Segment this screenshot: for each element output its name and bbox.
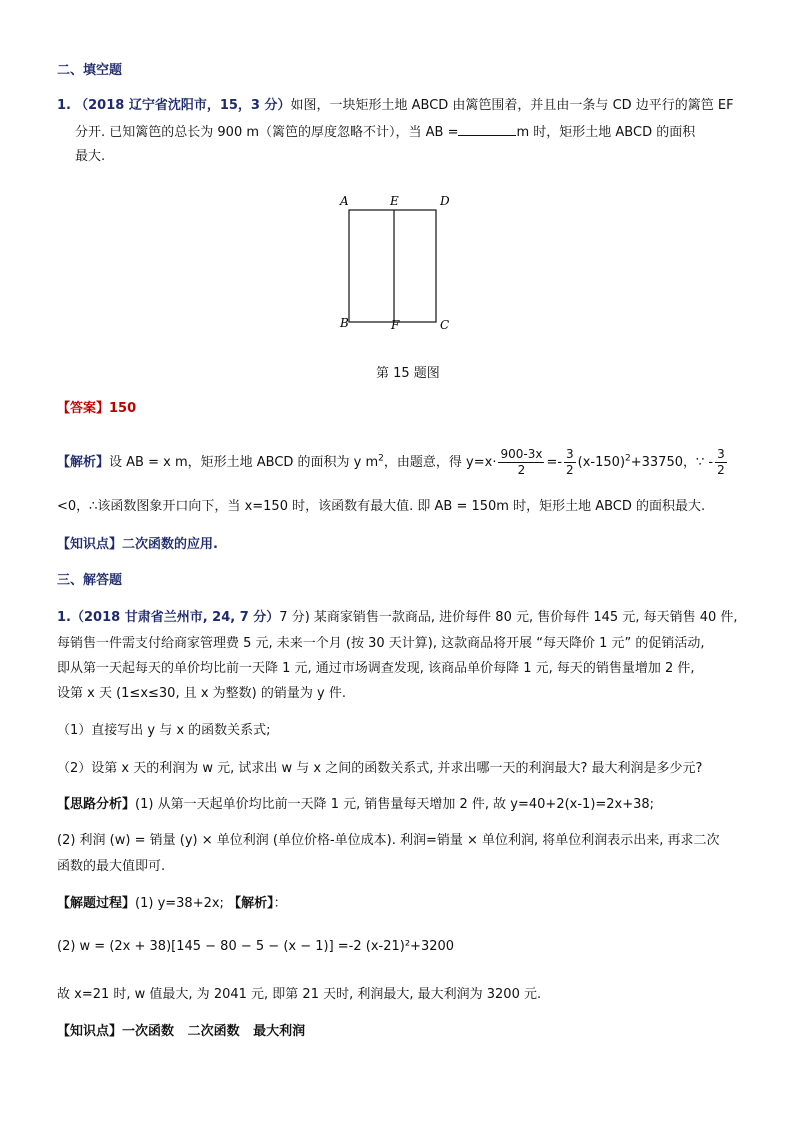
q1-text-line2a: 分开. 已知篱笆的总长为 900 m（篱笆的厚度忽略不计），当 AB =	[75, 125, 459, 140]
fraction-3	[715, 447, 727, 478]
s3-q1-text-line1: 7 分) 某商家销售一款商品, 进价每件 80 元, 售价每件 145 元, 每天销售 40 件,	[279, 610, 738, 625]
solution-text-line1: (1) y=38+2x;	[135, 896, 229, 911]
s3-q1-text-line2: 每销售一件需支付给商家管理费 5 元, 未来一个月 (按 30 天计算), 这款商品将开展 “每天降价 1 元” 的促销活动,	[57, 636, 705, 651]
analysis-text-e: +33750，∵ -	[630, 455, 714, 470]
solution-tag: 【解题过程】	[57, 896, 136, 911]
analysis-sup-2: 2	[625, 453, 631, 464]
kp2-value: 一次函数 二次函数 最大利润	[122, 1024, 306, 1039]
fraction-1-den: 2	[517, 463, 526, 477]
rectangle-figure	[330, 190, 470, 340]
solution-text-line2: (2) w = (2x + 38)[145 − 80 − 5 − (x − 1)] =-2 (x-21)²+3200	[57, 939, 455, 954]
s3-q1-text-line3: 即从第一天起每天的单价均比前一天降 1 元, 通过市场调查发现, 该商品单价每降 1 元, 每天的销售量增加 2 件,	[57, 661, 695, 676]
thinking-text-line3: 函数的最大值即可.	[57, 859, 166, 874]
figure-caption: 第 15 题图	[376, 366, 440, 381]
solution-analysis-tag: 【解析】	[228, 896, 274, 911]
fraction-1	[498, 447, 544, 478]
s3-q1-number: 1.	[57, 610, 71, 625]
fraction-2-den: 2	[566, 463, 574, 477]
solution-text-line3: 故 x=21 时, w 值最大, 为 2041 元, 即第 21 天时, 利润最大, 最大利润为 3200 元.	[57, 987, 542, 1002]
knowledge-point-1	[57, 536, 218, 554]
section-heading-fill-blank: 二、填空题	[57, 63, 123, 78]
s3-q1-line1	[57, 609, 738, 627]
rect-abcd	[349, 210, 436, 322]
fraction-1-num: 900-3x	[500, 447, 543, 461]
knowledge-point-2	[57, 1023, 305, 1041]
answer-value: 150	[109, 401, 137, 416]
thinking-tag: 【思路分析】	[57, 797, 136, 812]
thinking-line1	[57, 796, 654, 814]
section-heading-solve: 三、解答题	[57, 573, 123, 588]
label-b: B	[340, 316, 349, 330]
solution-colon: ：	[273, 896, 287, 911]
label-d: D	[440, 194, 450, 208]
kp-tag: 【知识点】	[57, 537, 123, 552]
fraction-2-num: 3	[566, 447, 574, 461]
answer-blank[interactable]	[458, 123, 516, 136]
answer-line	[57, 400, 136, 418]
label-c: C	[440, 318, 450, 332]
kp-value: 二次函数的应用.	[122, 537, 218, 552]
fraction-3-num: 3	[717, 447, 725, 461]
q1-text-line3: 最大.	[75, 149, 106, 164]
kp2-tag: 【知识点】	[57, 1024, 123, 1039]
label-a: A	[340, 194, 349, 208]
s3-q1-source: （2018 甘肃省兰州市, 24, 7 分）	[70, 610, 280, 625]
sub-question-2: （2）设第 x 天的利润为 w 元, 试求出 w 与 x 之间的函数关系式, 并求出哪一天的利润最大? 最大利润是多少元?	[57, 761, 703, 776]
analysis-text-a: 设 AB = x m，矩形土地 ABCD 的面积为 y m	[109, 455, 379, 470]
s3-q1-text-line4: 设第 x 天 (1≤x≤30, 且 x 为整数) 的销量为 y 件.	[57, 686, 346, 701]
q1-line1	[57, 97, 734, 115]
q1-line2	[75, 123, 695, 142]
solution-line1	[57, 895, 287, 913]
fraction-2	[564, 447, 576, 478]
analysis-text-d: (x-150)	[577, 455, 626, 470]
analysis-sup: 2	[378, 453, 384, 464]
analysis-text-c: =-	[546, 455, 563, 470]
analysis-text-b: ，由题意，得 y=x·	[383, 455, 497, 470]
label-e: E	[390, 194, 399, 208]
fraction-3-den: 2	[717, 463, 725, 477]
q1-text-line2b: m 时，矩形土地 ABCD 的面积	[516, 125, 696, 140]
label-f: F	[391, 318, 400, 332]
analysis-line2: <0，∴该函数图象开口向下，当 x=150 时，该函数有最大值. 即 AB = 150m 时，矩形土地 ABCD 的面积最大.	[57, 499, 706, 514]
answer-tag: 【答案】	[57, 401, 110, 416]
q1-number: 1.	[57, 98, 71, 113]
q1-text-line1: 如图，一块矩形土地 ABCD 由篱笆围着，并且由一条与 CD 边平行的篱笆 EF	[290, 98, 734, 113]
thinking-text-line2: (2) 利润 (w) = 销量 (y) × 单位利润 (单位价格-单位成本). 利润=销量 × 单位利润, 将单位利润表示出来, 再求二次	[57, 833, 720, 848]
analysis-tag: 【解析】	[57, 455, 110, 470]
q1-source: （2018 辽宁省沈阳市，15，3 分）	[75, 98, 291, 113]
sub-question-1: （1）直接写出 y 与 x 的函数关系式;	[57, 723, 271, 738]
analysis-line1	[57, 447, 729, 478]
thinking-text-line1: (1) 从第一天起单价均比前一天降 1 元, 销售量每天增加 2 件, 故 y=40+2(x-1)=2x+38;	[135, 797, 655, 812]
